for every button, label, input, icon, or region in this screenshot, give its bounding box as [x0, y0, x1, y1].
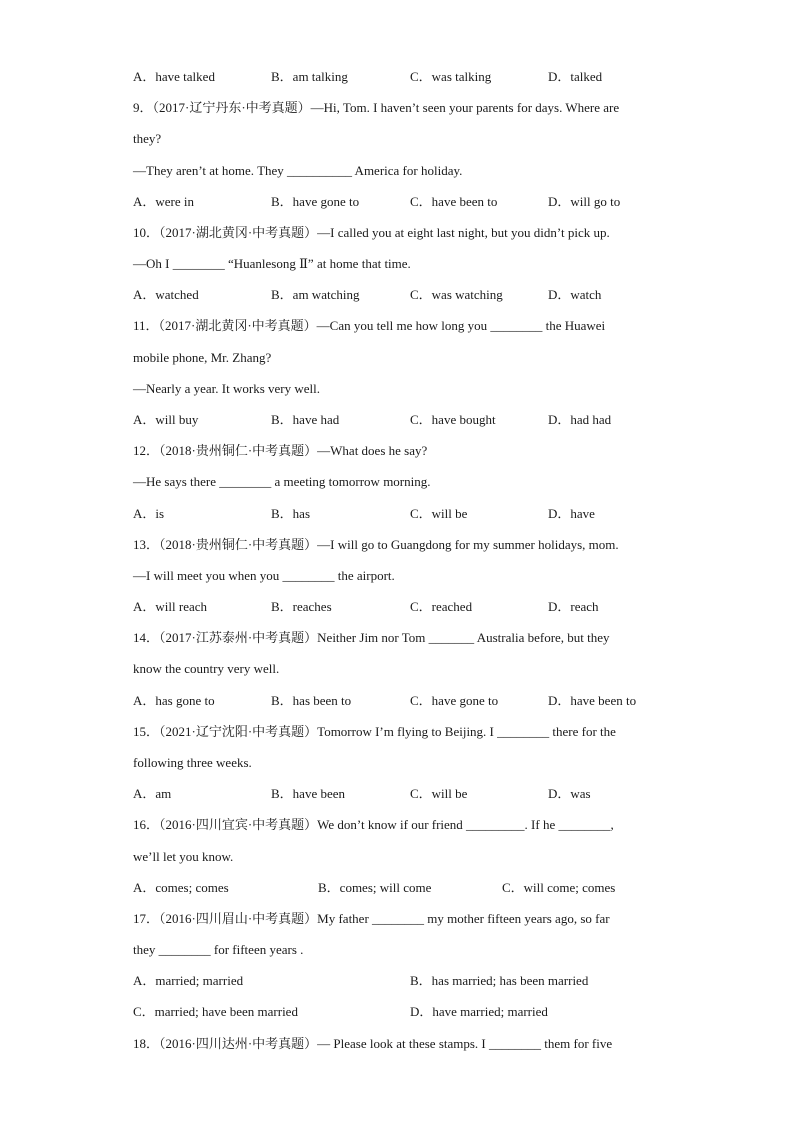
answer-option: A．is: [133, 506, 165, 521]
question-line: 15．（2021·辽宁沈阳·中考真题）Tomorrow I’m flying to Beijing. I ________ there for the: [133, 724, 616, 739]
question-line: 17．（2016·四川眉山·中考真题）My father ________ my mother fifteen years ago, so far: [133, 911, 610, 926]
question-line: mobile phone, Mr. Zhang?: [133, 350, 272, 365]
answer-option: B．has married; has been married: [410, 973, 589, 988]
answer-option: C．have gone to: [410, 693, 499, 708]
question-line: —I will meet you when you ________ the airport.: [133, 568, 395, 583]
question-line: —He says there ________ a meeting tomorrow morning.: [133, 474, 431, 489]
answer-option: A．will buy: [133, 412, 199, 427]
question-line: they ________ for fifteen years .: [133, 942, 304, 957]
question-line: 13．（2018·贵州铜仁·中考真题）—I will go to Guangdong for my summer holidays, mom.: [133, 537, 619, 552]
question-line: following three weeks.: [133, 755, 252, 770]
question-line: 9．（2017·辽宁丹东·中考真题）—Hi, Tom. I haven’t seen your parents for days. Where are: [133, 100, 620, 115]
answer-option: D．was: [548, 786, 591, 801]
answer-option: B．am watching: [271, 287, 360, 302]
answer-option: D．have been to: [548, 693, 637, 708]
answer-option: C．have bought: [410, 412, 496, 427]
answer-option: A．have talked: [133, 69, 215, 84]
answer-option: D．will go to: [548, 194, 621, 209]
answer-option: B．has been to: [271, 693, 352, 708]
answer-option: C．married; have been married: [133, 1004, 298, 1019]
answer-option: B．have gone to: [271, 194, 360, 209]
answer-option: D．talked: [548, 69, 603, 84]
answer-option: C．will come; comes: [502, 880, 616, 895]
question-line: 10．（2017·湖北黄冈·中考真题）—I called you at eight last night, but you didn’t pick up.: [133, 225, 610, 240]
answer-option: C．will be: [410, 506, 468, 521]
question-line: they?: [133, 131, 162, 146]
answer-option: B．have had: [271, 412, 340, 427]
answer-option: B．have been: [271, 786, 346, 801]
question-line: know the country very well.: [133, 661, 280, 676]
question-line: —They aren’t at home. They __________ America for holiday.: [133, 163, 463, 178]
question-line: we’ll let you know.: [133, 849, 234, 864]
question-line: 14．（2017·江苏泰州·中考真题）Neither Jim nor Tom _______ Australia before, but they: [133, 630, 610, 645]
answer-option: B．comes; will come: [318, 880, 432, 895]
answer-option: C．will be: [410, 786, 468, 801]
answer-option: A．has gone to: [133, 693, 215, 708]
question-line: 11．（2017·湖北黄冈·中考真题）—Can you tell me how long you ________ the Huawei: [133, 318, 606, 333]
answer-option: D．have married; married: [410, 1004, 548, 1019]
question-line: —Nearly a year. It works very well.: [133, 381, 320, 396]
answer-option: A．am: [133, 786, 172, 801]
answer-option: D．had had: [548, 412, 612, 427]
answer-option: C．reached: [410, 599, 473, 614]
answer-option: A．watched: [133, 287, 199, 302]
answer-option: C．was watching: [410, 287, 503, 302]
answer-option: A．comes; comes: [133, 880, 229, 895]
answer-option: A．married; married: [133, 973, 244, 988]
answer-option: C．have been to: [410, 194, 498, 209]
answer-option: D．watch: [548, 287, 602, 302]
question-line: 12．（2018·贵州铜仁·中考真题）—What does he say?: [133, 443, 428, 458]
question-line: 18．（2016·四川达州·中考真题）— Please look at these stamps. I ________ them for five: [133, 1036, 613, 1051]
answer-option: C．was talking: [410, 69, 492, 84]
question-line: 16．（2016·四川宜宾·中考真题）We don’t know if our friend _________. If he ________,: [133, 817, 614, 832]
question-line: —Oh I ________ “Huanlesong Ⅱ” at home that time.: [133, 256, 411, 271]
answer-option: B．reaches: [271, 599, 332, 614]
answer-option: D．reach: [548, 599, 599, 614]
answer-option: A．will reach: [133, 599, 208, 614]
answer-option: B．has: [271, 506, 311, 521]
answer-option: B．am talking: [271, 69, 348, 84]
answer-option: D．have: [548, 506, 595, 521]
answer-option: A．were in: [133, 194, 195, 209]
